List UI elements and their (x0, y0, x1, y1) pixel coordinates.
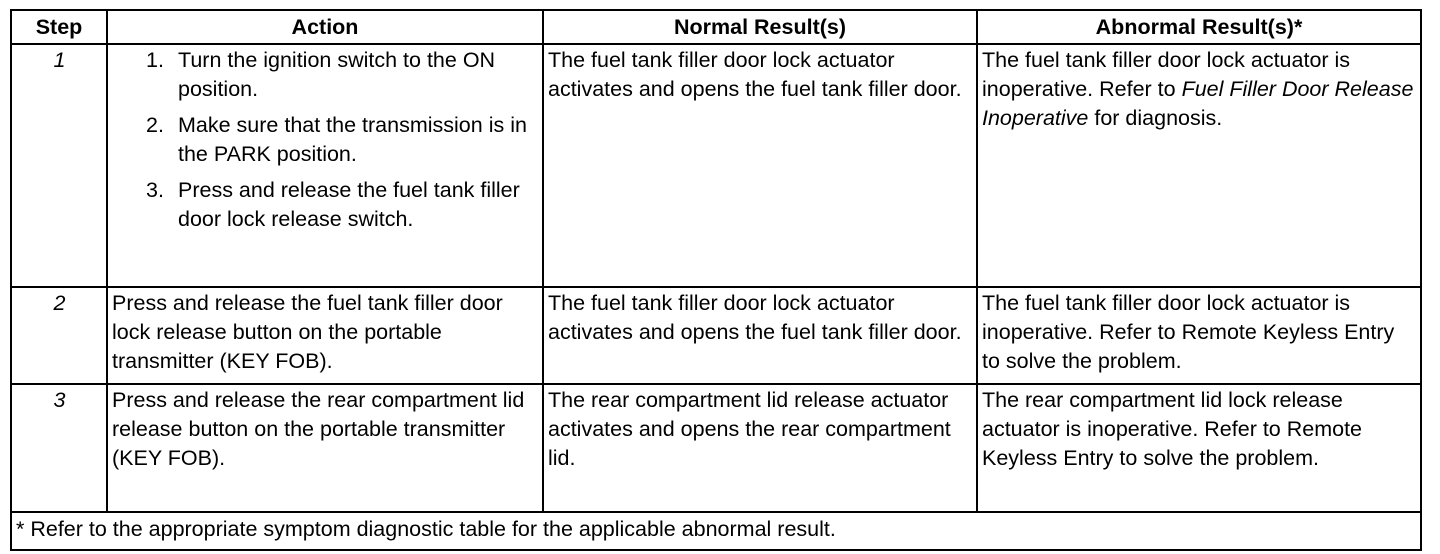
list-item (112, 46, 539, 104)
abnormal-text-pre: The fuel tank filler door lock actuator is inoperative. Refer to (982, 48, 1351, 101)
footnote-row (11, 512, 1421, 550)
header-row (11, 10, 1421, 44)
diagnostic-table (10, 9, 1422, 551)
normal-result-cell: The fuel tank filler door lock actuator activates and opens the fuel tank filler door. (543, 287, 977, 384)
step-number: 3 (11, 384, 107, 512)
list-item (112, 176, 539, 234)
header-normal-results: Normal Result(s) (543, 10, 977, 44)
normal-result-cell: The rear compartment lid release actuator activates and opens the rear compartment lid. (543, 384, 977, 512)
table-row (11, 287, 1421, 384)
header-action: Action (107, 10, 543, 44)
header-abnormal-results: Abnormal Result(s)* (977, 10, 1421, 44)
step-number: 1 (11, 44, 107, 287)
abnormal-result-cell: The fuel tank filler door lock actuator is inoperative. Refer to Remote Keyless Entry to solve the problem. (977, 287, 1421, 384)
step-number: 2 (11, 287, 107, 384)
footnote: * Refer to the appropriate symptom diagnostic table for the applicable abnormal result. (11, 512, 1421, 550)
list-item-text: Press and release the fuel tank filler door lock release switch. (178, 178, 520, 231)
list-item-number: 2. (146, 113, 164, 137)
action-cell: Press and release the fuel tank filler door lock release button on the portable transmitter (KEY FOB). (107, 287, 543, 384)
list-item-number: 3. (146, 178, 164, 202)
normal-result-cell: The fuel tank filler door lock actuator activates and opens the fuel tank filler door. (543, 44, 977, 287)
list-item-text: Make sure that the transmission is in the PARK position. (178, 113, 527, 166)
abnormal-result-cell (977, 44, 1421, 287)
reference-link[interactable]: Fuel Filler Door Release Inoperative (982, 77, 1414, 130)
list-item-text: Turn the ignition switch to the ON position. (178, 48, 496, 101)
abnormal-text-post: for diagnosis. (1088, 106, 1223, 130)
table-row (11, 384, 1421, 512)
action-cell: Press and release the rear compartment lid release button on the portable transmitter (KEY FOB). (107, 384, 543, 512)
header-step: Step (11, 10, 107, 44)
list-item (112, 111, 539, 169)
table-row (11, 44, 1421, 287)
action-steps-list (112, 46, 539, 234)
list-item-number: 1. (146, 48, 164, 72)
action-cell (107, 44, 543, 287)
abnormal-result-cell: The rear compartment lid lock release actuator is inoperative. Refer to Remote Keyless Entry to solve the problem. (977, 384, 1421, 512)
